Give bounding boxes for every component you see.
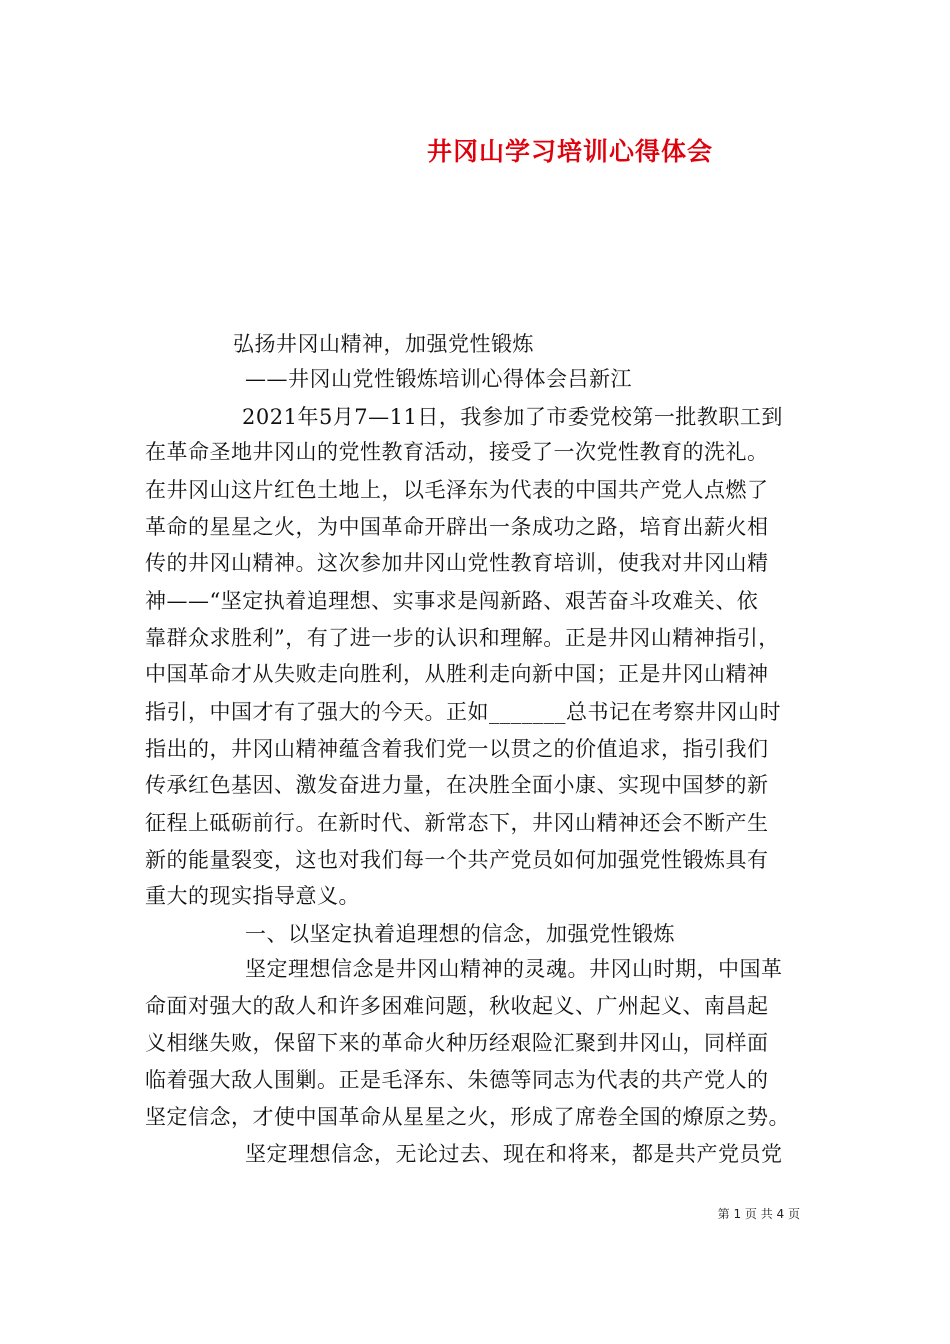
body-line: 靠群众求胜利”，有了进一步的认识和理解。正是井冈山精神指引， [145, 626, 780, 650]
body-line: 指出的，井冈山精神蕴含着我们党一以贯之的价值追求，指引我们 [145, 737, 769, 761]
body-line: 征程上砥砺前行。在新时代、新常态下，井冈山精神还会不断产生 [145, 811, 769, 835]
body-line: ——井冈山党性锻炼培训心得体会吕新江 [245, 367, 632, 391]
document-title: 井冈山学习培训心得体会 [426, 137, 713, 166]
body-line: 2021年5月7—11日，我参加了市委党校第一批教职工到 [242, 405, 783, 429]
body-line: 指引，中国才有了强大的今天。正如_______总书记在考察井冈山时 [145, 700, 781, 724]
body-line: 弘扬井冈山精神，加强党性锻炼 [233, 332, 534, 356]
body-line: 在革命圣地井冈山的党性教育活动，接受了一次党性教育的洗礼。 [145, 440, 769, 464]
body-line: 坚定理想信念，无论过去、现在和将来，都是共产党员党 [245, 1142, 783, 1166]
body-line: 革命的星星之火，为中国革命开辟出一条成功之路，培育出薪火相 [145, 515, 769, 539]
body-line: 一、以坚定执着追理想的信念，加强党性锻炼 [245, 922, 675, 946]
body-line: 新的能量裂变，这也对我们每一个共产党员如何加强党性锻炼具有 [145, 848, 769, 872]
body-line: 中国革命才从失败走向胜利，从胜利走向新中国；正是井冈山精神 [145, 662, 769, 686]
body-line: 义相继失败，保留下来的革命火种历经艰险汇聚到井冈山，同样面 [145, 1031, 769, 1055]
body-line: 坚定理想信念是井冈山精神的灵魂。井冈山时期，中国革 [245, 957, 783, 981]
body-line: 坚定信念，才使中国革命从星星之火，形成了席卷全国的燎原之势。 [145, 1105, 790, 1129]
body-line: 在井冈山这片红色土地上，以毛泽东为代表的中国共产党人点燃了 [145, 478, 769, 502]
body-line: 传承红色基因、激发奋进力量，在决胜全面小康、实现中国梦的新 [145, 773, 769, 797]
body-line: 重大的现实指导意义。 [145, 884, 360, 908]
body-line: 传的井冈山精神。这次参加井冈山党性教育培训，使我对井冈山精 [145, 551, 769, 575]
body-line: 命面对强大的敌人和许多困难问题，秋收起义、广州起义、南昌起 [145, 994, 769, 1018]
body-line: 神——“坚定执着追理想、实事求是闯新路、艰苦奋斗攻难关、依 [145, 589, 759, 613]
page-footer: 第 1 页 共 4 页 [717, 1207, 800, 1221]
body-line: 临着强大敌人围剿。正是毛泽东、朱德等同志为代表的共产党人的 [145, 1068, 769, 1092]
